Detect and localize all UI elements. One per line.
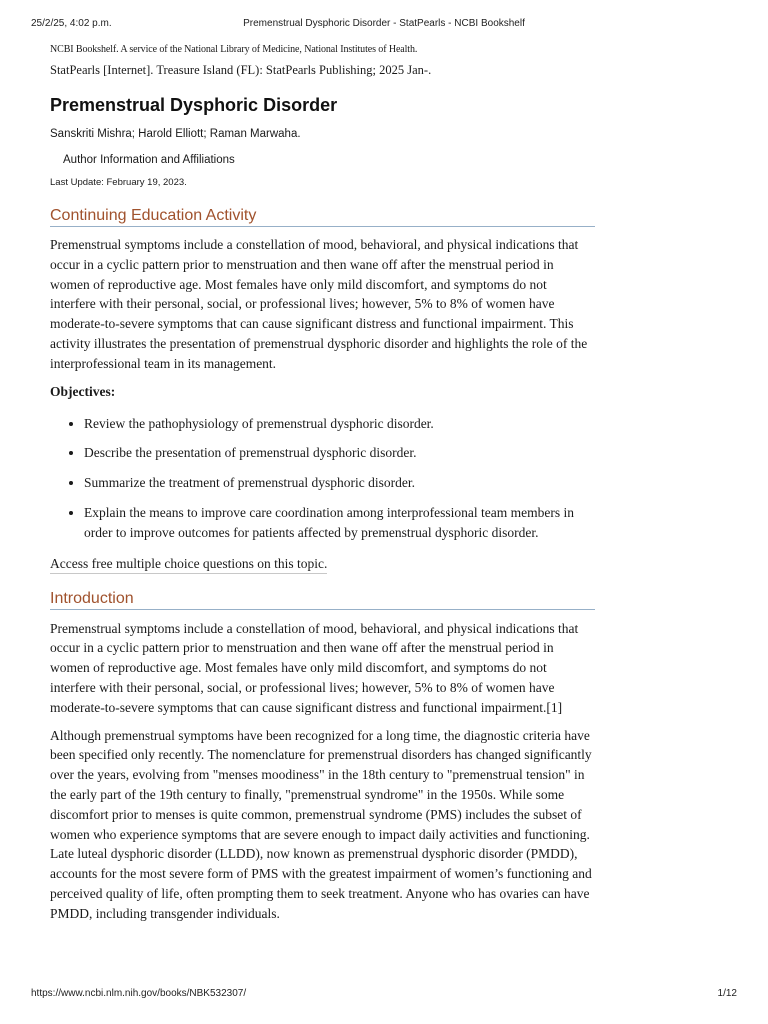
section-heading-continuing-education: Continuing Education Activity bbox=[50, 207, 595, 227]
author-affiliations-link[interactable]: Author Information and Affiliations bbox=[63, 154, 235, 166]
last-update: Last Update: February 19, 2023. bbox=[50, 177, 187, 188]
objective-item: • Describe the presentation of premenstrual dysphoric disorder. bbox=[84, 443, 595, 463]
objective-item: • Explain the means to improve care coordination among interprofessional team members in order to improve outcomes for patients affected by premenstrual dysphoric disorder. bbox=[84, 503, 595, 543]
author-list: Sanskriti Mishra; Harold Elliott; Raman Marwaha. bbox=[50, 128, 301, 140]
intro-paragraph: Although premenstrual symptoms have been recognized for a long time, the diagnostic criteria have been specified only recently. The nomenclature for premenstrual disorders has changed significantly over the years, evolving from "menses moodiness" in the 18th century to "premenstrual tension" in the early part of the 19th century to finally, "premenstrual syndrome" in the 1950s. While some discomfort prior to menses is quite common, premenstrual syndrome (PMS) includes the subset of women who experience symptoms that are severe enough to impact daily activities and functioning. Late luteal dysphoric disorder (LLDD), now known as premenstrual dysphoric disorder (PMDD), accounts for the most severe form of PMS with the greatest impairment of women’s functioning and perceived quality of life, often prompting them to seek treatment. Anyone who has ovaries can have PMDD, including transgender individuals. bbox=[50, 727, 592, 921]
bookshelf-notice: NCBI Bookshelf. A service of the National Library of Medicine, National Institutes of Health. bbox=[50, 44, 418, 55]
objectives-label: Objectives: bbox=[50, 383, 116, 399]
cea-paragraph: Premenstrual symptoms include a constellation of mood, behavioral, and physical indications that occur in a cyclic pattern prior to menstruation and then wane off after the menstrual period in women of reproductive age. Most females have only mild discomfort, and symptoms do not interfere with their personal, social, or professional lives; however, 5% to 8% of women have moderate-to-severe symptoms that can cause significant distress and functional impairment. This activity illustrates the presentation of premenstrual dysphoric disorder and highlights the role of the interprofessional team in its management. bbox=[50, 237, 588, 371]
section-heading-introduction: Introduction bbox=[50, 590, 595, 610]
print-url[interactable]: https://www.ncbi.nlm.nih.gov/books/NBK532307/ bbox=[31, 988, 247, 999]
print-footer bbox=[31, 988, 737, 1002]
print-header bbox=[31, 18, 737, 32]
print-page-title: Premenstrual Dysphoric Disorder - StatPearls - NCBI Bookshelf bbox=[243, 18, 525, 29]
intro-paragraph: Premenstrual symptoms include a constellation of mood, behavioral, and physical indications that occur in a cyclic pattern prior to menstruation and then wane off after the menstrual period in women of reproductive age. Most females have only mild discomfort, and symptoms do not interfere with their personal, social, or professional lives; however, 5% to 8% of women have moderate-to-severe symptoms that can cause significant distress and functional impairment.[1] bbox=[50, 620, 579, 715]
article-content bbox=[50, 44, 595, 932]
print-datetime: 25/2/25, 4:02 p.m. bbox=[31, 18, 112, 29]
citation: StatPearls [Internet]. Treasure Island (FL): StatPearls Publishing; 2025 Jan-. bbox=[50, 63, 432, 77]
page-number: 1/12 bbox=[717, 988, 737, 999]
mcq-access-link[interactable]: Access free multiple choice questions on this topic. bbox=[50, 555, 327, 574]
objective-item: • Summarize the treatment of premenstrual dysphoric disorder. bbox=[84, 473, 595, 493]
objective-item: • Review the pathophysiology of premenstrual dysphoric disorder. bbox=[84, 414, 595, 434]
objectives-list bbox=[50, 414, 595, 543]
page-title: Premenstrual Dysphoric Disorder bbox=[50, 95, 338, 115]
